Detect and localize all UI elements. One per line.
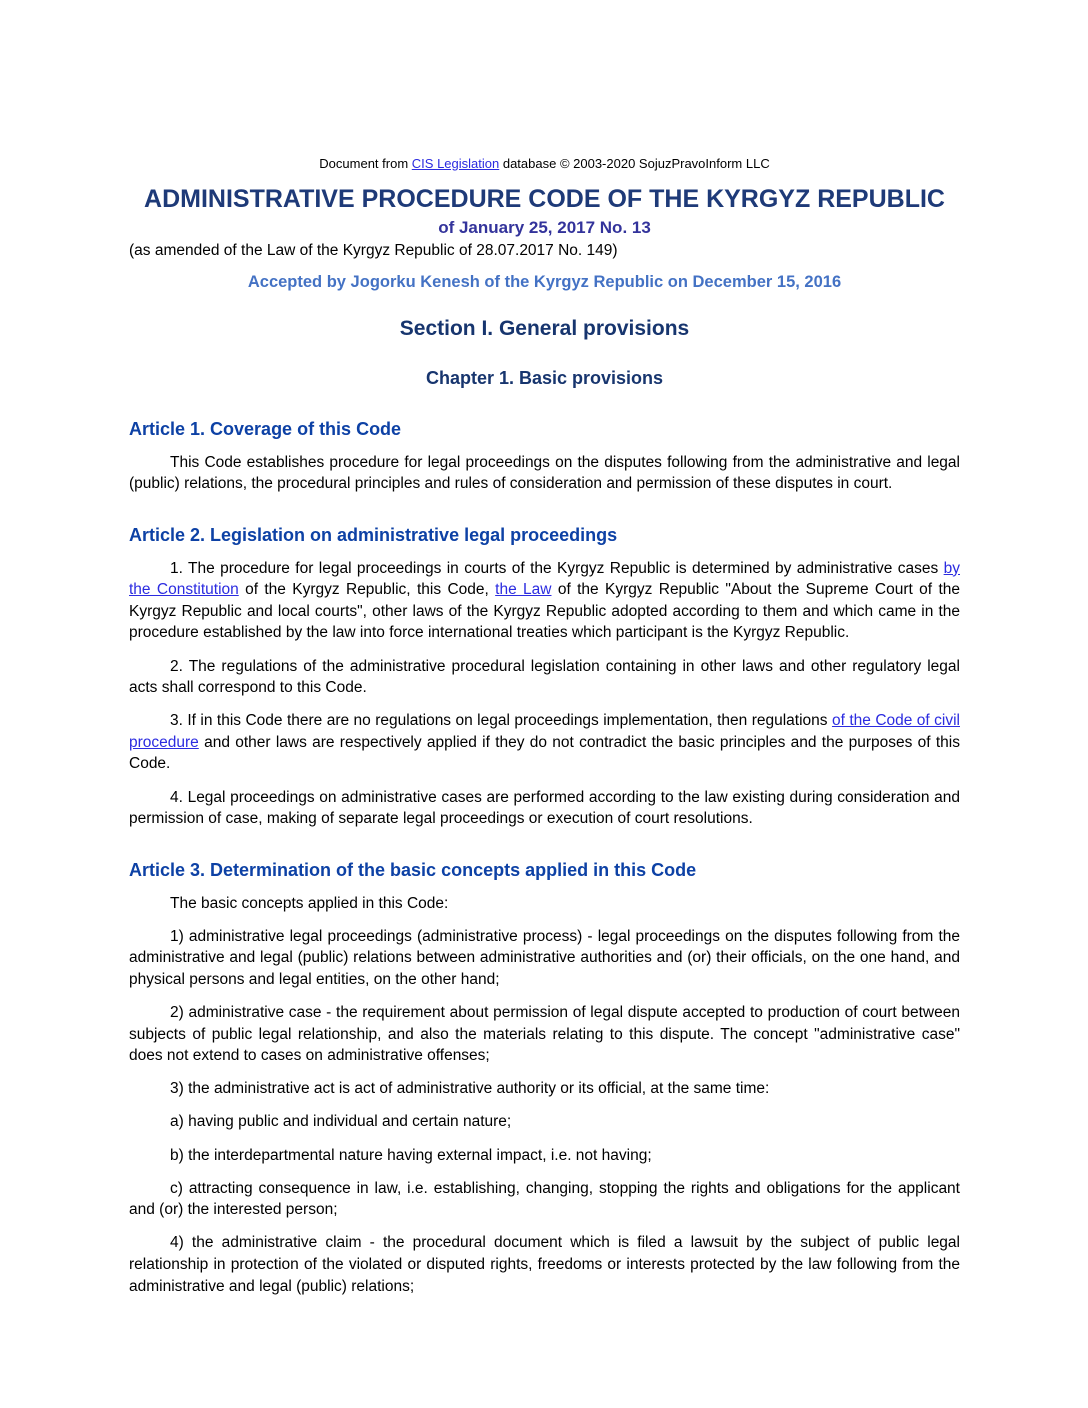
article-1-heading: Article 1. Coverage of this Code — [129, 418, 402, 439]
article-3-item-4: 4) the administrative claim - the procedural document which is filed a lawsuit by the subject of public legal relationship in protection of the violated or disputed rights, freedoms or interests protected by the law following from the administrative and legal (public) relations; — [129, 1234, 960, 1295]
article-3-heading: Article 3. Determination of the basic concepts applied in this Code — [129, 859, 697, 880]
article-3-item-3: 3) the administrative act is act of administrative authority or its official, at the same time: — [170, 1080, 770, 1098]
article-2-paragraph-3-text-a: 3. If in this Code there are no regulations on legal proceedings implementation, then regulations — [170, 712, 832, 730]
article-2-paragraph-2: 2. The regulations of the administrative procedural legislation containing in other laws and other regulatory legal acts shall correspond to this Code. — [129, 657, 960, 697]
acceptance-note: Accepted by Jogorku Kenesh of the Kyrgyz Republic on December 15, 2016 — [247, 272, 842, 291]
article-2-paragraph-3-text-b: and other laws are respectively applied if they do not contradict the basic principles and the purposes of this Code. — [129, 733, 960, 773]
amendment-note: (as amended of the Law of the Kyrgyz Republic of 28.07.2017 No. 149) — [129, 241, 618, 259]
article-2-paragraph-3 — [129, 710, 960, 775]
article-3-item-3c: c) attracting consequence in law, i.e. establishing, changing, stopping the rights and obligations for the applicant and (or) the interested person; — [129, 1179, 960, 1219]
article-3-item-2: 2) administrative case - the requirement about permission of legal dispute accepted to production of court between subjects of public legal relationship, and also the materials relating to this dispute. The concept "administrative case" does not extend to cases on administrative offenses; — [129, 1004, 960, 1065]
cis-legislation-link[interactable]: CIS Legislation — [411, 156, 500, 171]
article-3-intro: The basic concepts applied in this Code: — [170, 894, 449, 912]
source-note-suffix: database © 2003-2020 SojuzPravoInform LLC — [499, 156, 770, 171]
constitution-link[interactable]: by the Constitution — [129, 559, 960, 599]
article-2-paragraph-4: 4. Legal proceedings on administrative cases are performed according to the law existing during consideration and permission of case, making of separate legal proceedings or execution of court resolutions. — [129, 788, 960, 828]
article-3-item-1: 1) administrative legal proceedings (administrative process) - legal proceedings on the disputes following from the administrative and legal (public) relations between administrative authorities and (or) their officials, on the one hand, and physical persons and legal entities, on the other hand; — [129, 927, 960, 988]
law-link[interactable]: the Law — [495, 581, 552, 599]
article-2-paragraph-1 — [129, 558, 960, 644]
article-2-paragraph-1-text-b: of the Kyrgyz Republic, this Code, — [238, 581, 496, 599]
article-2-paragraph-1-text-c: of the Kyrgyz Republic "About the Supreme Court of the Kyrgyz Republic and local courts", other laws of the Kyrgyz Republic adopted according to them and which came in the procedure established by the law into force international treaties which participant is the Kyrgyz Republic. — [129, 581, 960, 642]
civil-procedure-code-link[interactable]: of the Code of civil procedure — [129, 712, 960, 751]
section-heading: Section I. General provisions — [399, 316, 690, 340]
article-3-item-3a: a) having public and individual and certain nature; — [170, 1113, 512, 1131]
source-note-prefix: Document from — [319, 156, 412, 171]
chapter-heading: Chapter 1. Basic provisions — [425, 367, 664, 388]
article-3-item-3b: b) the interdepartmental nature having external impact, i.e. not having; — [170, 1146, 652, 1164]
document-title: ADMINISTRATIVE PROCEDURE CODE OF THE KYRGYZ REPUBLIC — [144, 185, 945, 213]
article-2-heading: Article 2. Legislation on administrative legal proceedings — [129, 524, 618, 545]
article-2-paragraph-1-text-a: 1. The procedure for legal proceedings in courts of the Kyrgyz Republic is determined by administrative cases — [170, 559, 944, 577]
source-note — [129, 156, 960, 171]
document-date: of January 25, 2017 No. 13 — [438, 217, 651, 237]
article-1-paragraph-1: This Code establishes procedure for legal proceedings on the disputes following from the administrative and legal (public) relations, the procedural principles and rules of consideration and permission of these disputes in court. — [129, 453, 960, 493]
